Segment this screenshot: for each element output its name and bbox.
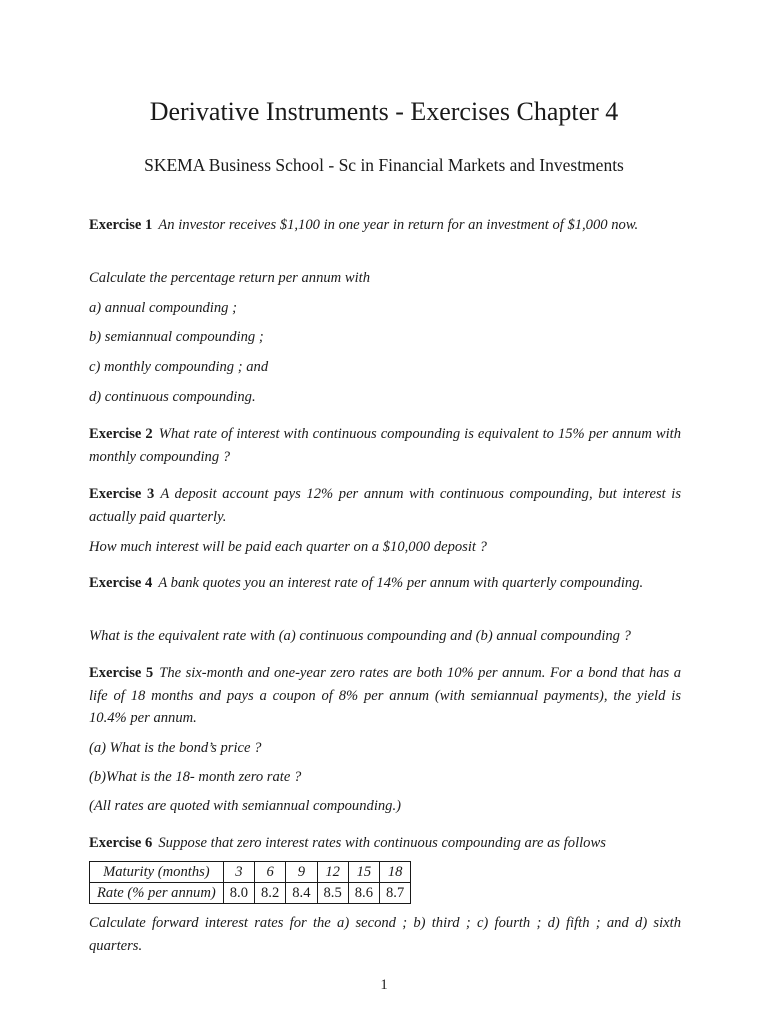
table-cell: 8.6 (348, 883, 379, 904)
exercise-3-text: A deposit account pays 12% per annum with continuous compounding, but interest is actually paid quarterly. (89, 486, 681, 525)
zero-rates-table (89, 861, 411, 904)
exercise-5-line: (a) What is the bond’s price ? (89, 740, 262, 756)
exercise-6-after-table: Calculate forward interest rates for the a) second ; b) third ; c) fourth ; d) fifth ; and d) sixth quarters. (89, 915, 681, 954)
document-subtitle: SKEMA Business School - Sc in Financial Markets and Investments (144, 155, 624, 175)
exercise-4-line: What is the equivalent rate with (a) continuous compounding and (b) annual compounding ? (89, 628, 631, 644)
document-title: Derivative Instruments - Exercises Chapter 4 (149, 97, 619, 126)
table-row (90, 883, 411, 904)
exercise-4-label: Exercise 4 (89, 575, 153, 591)
exercise-4-statement (89, 572, 681, 595)
exercise-2-statement (89, 423, 681, 468)
row-header-maturity: Maturity (months) (90, 862, 224, 883)
exercise-2-text: What rate of interest with continuous compounding is equivalent to 15% per annum with monthly compounding ? (89, 426, 681, 465)
exercise-4-text: A bank quotes you an interest rate of 14% per annum with quarterly compounding. (158, 575, 644, 591)
table-cell: 8.0 (223, 883, 254, 904)
exercise-6-label: Exercise 6 (89, 835, 153, 851)
exercise-5-text: The six-month and one-year zero rates are both 10% per annum. For a bond that has a life of 18 months and pays a coupon of 8% per annum (with semiannual payments), the yield is 10.4% per annum. (89, 665, 682, 726)
exercise-6-text: Suppose that zero interest rates with continuous compounding are as follows (158, 835, 606, 851)
exercise-5-statement (89, 662, 681, 730)
table-cell: 8.4 (286, 883, 317, 904)
page-number: 1 (380, 977, 388, 993)
table-cell: 3 (223, 862, 254, 883)
exercise-1-statement (89, 214, 681, 237)
row-header-rate: Rate (% per annum) (90, 883, 224, 904)
exercise-1-text: An investor receives $1,100 in one year in return for an investment of $1,000 now. (158, 217, 639, 233)
exercise-6-statement (89, 832, 681, 855)
exercise-5-line: (b)What is the 18- month zero rate ? (89, 769, 302, 785)
table-row (90, 862, 411, 883)
table-cell: 9 (286, 862, 317, 883)
exercise-3-label: Exercise 3 (89, 486, 155, 502)
table-cell: 12 (317, 862, 348, 883)
exercise-1-line: c) monthly compounding ; and (89, 359, 269, 375)
table-cell: 8.7 (380, 883, 411, 904)
exercise-5-label: Exercise 5 (89, 665, 154, 681)
exercise-1-line: b) semiannual compounding ; (89, 329, 264, 345)
exercise-1-label: Exercise 1 (89, 217, 153, 233)
exercise-1-line: a) annual compounding ; (89, 300, 237, 316)
table-cell: 8.2 (255, 883, 286, 904)
table-cell: 18 (380, 862, 411, 883)
exercise-2-label: Exercise 2 (89, 426, 153, 442)
exercise-5-line: (All rates are quoted with semiannual compounding.) (89, 798, 401, 814)
exercise-3-statement (89, 483, 681, 528)
table-cell: 6 (255, 862, 286, 883)
exercise-1-line: Calculate the percentage return per annum with (89, 270, 371, 286)
exercise-3-line: How much interest will be paid each quarter on a $10,000 deposit ? (89, 539, 487, 555)
table-cell: 15 (348, 862, 379, 883)
exercise-1-line: d) continuous compounding. (89, 389, 256, 405)
table-cell: 8.5 (317, 883, 348, 904)
